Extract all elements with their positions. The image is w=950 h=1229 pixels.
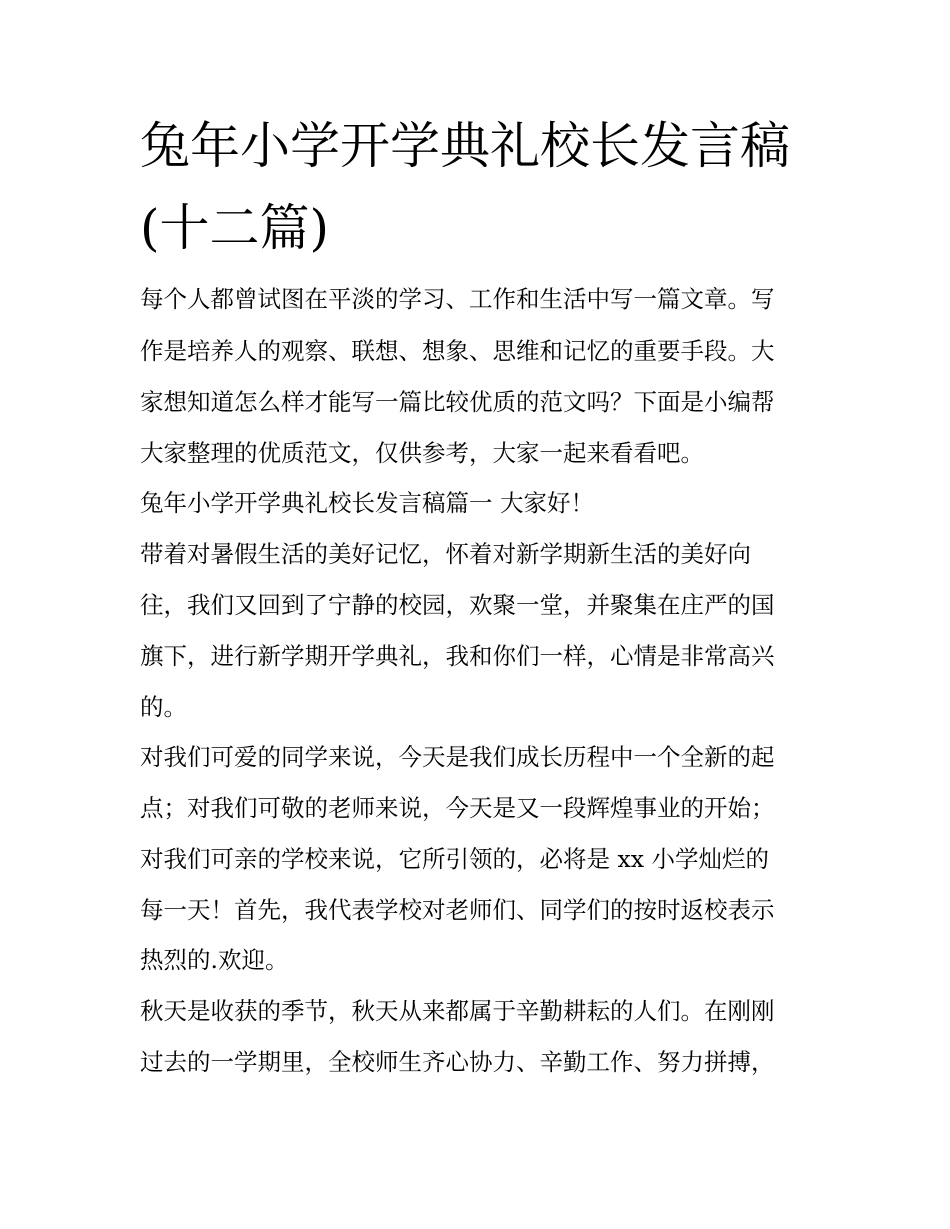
body-line-14: 热烈的.欢迎。 xyxy=(140,946,289,974)
body-line-1: 每个人都曾试图在平淡的学习、工作和生活中写一篇文章。写 xyxy=(140,285,775,313)
body-line-3: 家想知道怎么样才能写一篇比较优质的范文吗？下面是小编帮 xyxy=(140,388,775,416)
body-line-15: 秋天是收获的季节，秋天从来都属于辛勤耕耘的人们。在刚刚 xyxy=(140,997,775,1025)
body-line-7: 往，我们又回到了宁静的校园，欢聚一堂，并聚集在庄严的国 xyxy=(140,591,775,619)
body-line-9: 的。 xyxy=(140,693,187,721)
body-line-16: 过去的一学期里，全校师生齐心协力、辛勤工作、努力拼搏， xyxy=(140,1048,775,1076)
body-line-12: 对我们可亲的学校来说，它所引领的，必将是 xx 小学灿烂的 xyxy=(140,845,769,873)
body-line-4: 大家整理的优质范文，仅供参考，大家一起来看看吧。 xyxy=(140,439,704,467)
body-line-10: 对我们可爱的同学来说，今天是我们成长历程中一个全新的起 xyxy=(140,743,775,771)
body-line-13: 每一天！首先，我代表学校对老师们、同学们的按时返校表示 xyxy=(140,896,775,924)
body-line-6: 带着对暑假生活的美好记忆，怀着对新学期新生活的美好向 xyxy=(140,540,751,568)
body-line-11: 点；对我们可敬的老师来说，今天是又一段辉煌事业的开始； xyxy=(140,794,775,822)
body-line-8: 旗下，进行新学期开学典礼，我和你们一样，心情是非常高兴 xyxy=(140,642,775,670)
document-title-line-2: (十二篇) xyxy=(140,199,330,257)
document-title-line-1: 兔年小学开学典礼校长发言稿 xyxy=(140,117,790,175)
body-line-2: 作是培养人的观察、联想、想象、思维和记忆的重要手段。大 xyxy=(140,337,775,365)
section-heading-line: 兔年小学开学典礼校长发言稿篇一 大家好！ xyxy=(140,489,594,517)
